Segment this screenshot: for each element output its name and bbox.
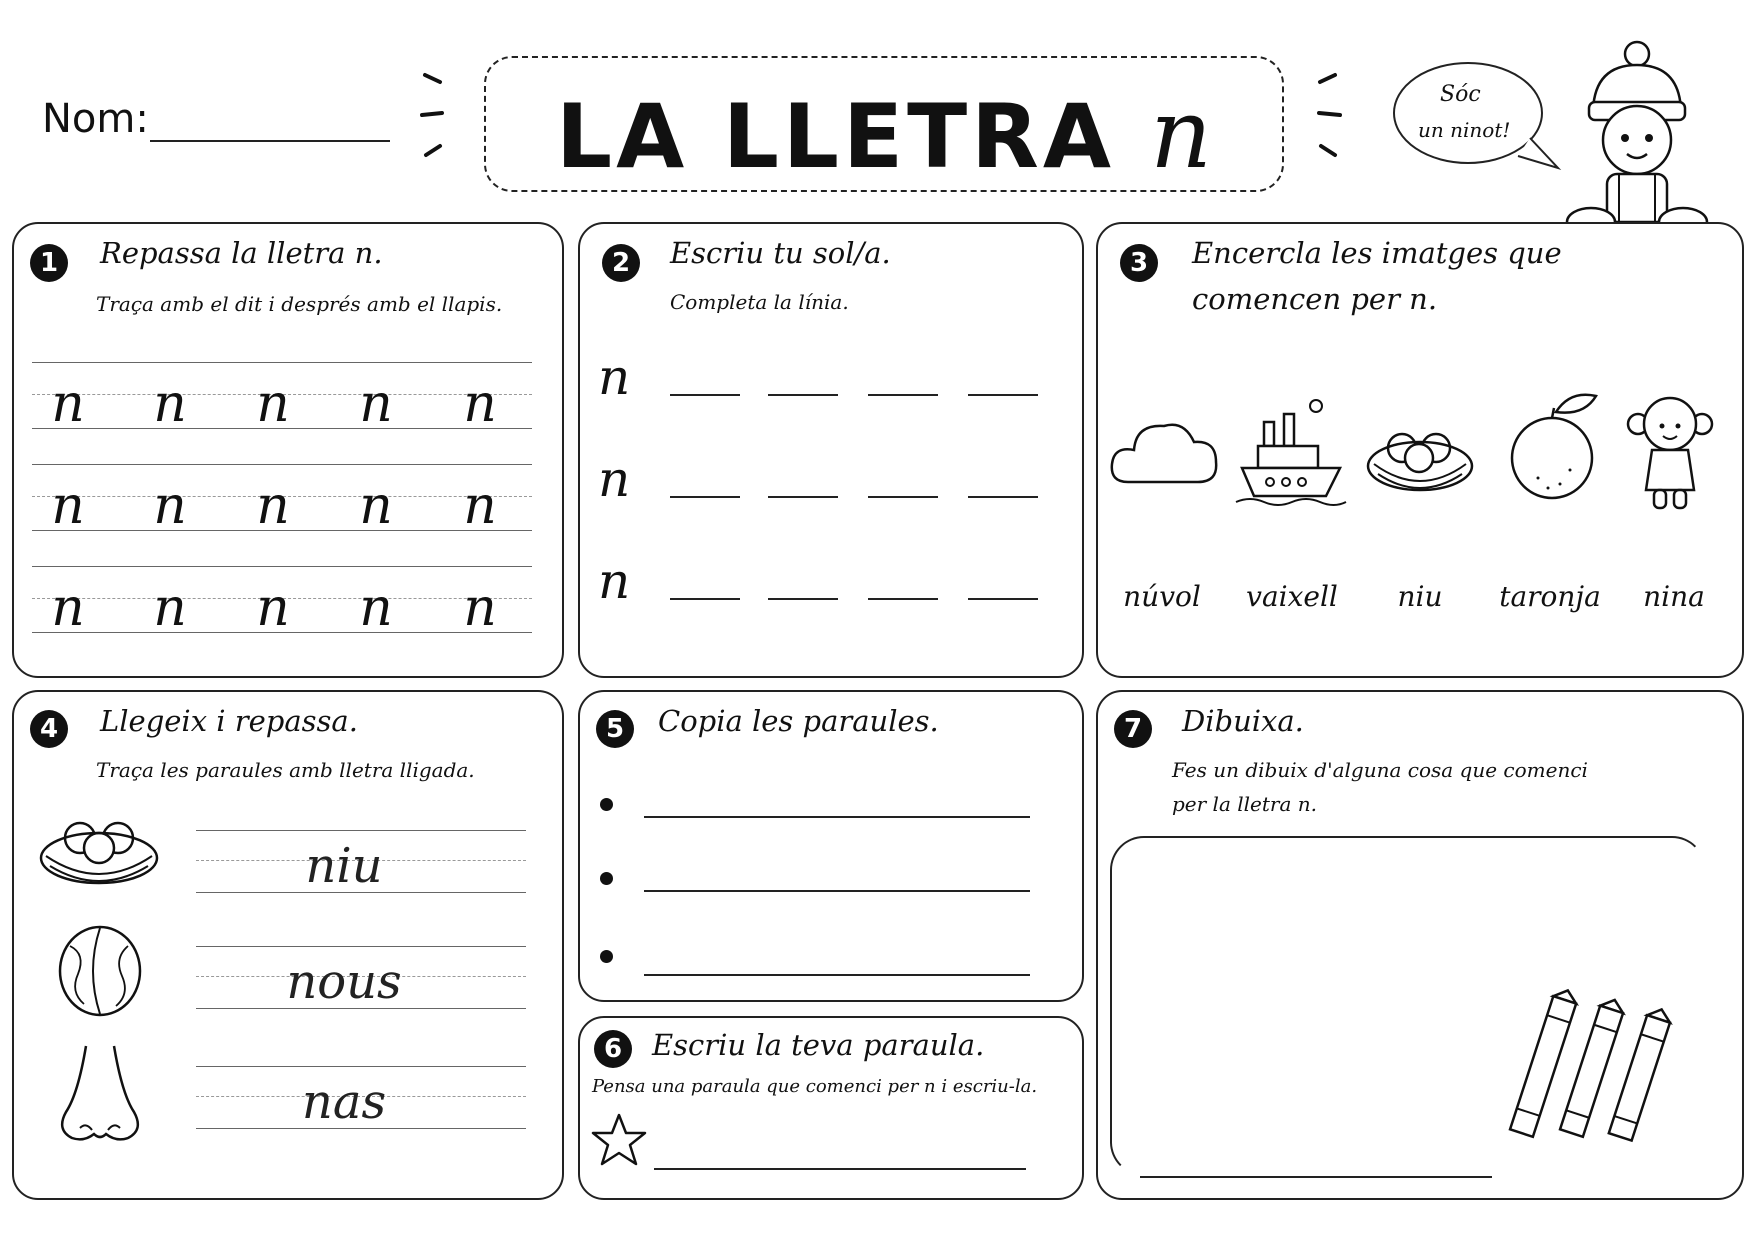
doll-mascot-icon [1555, 40, 1715, 240]
write-blank[interactable] [768, 394, 838, 396]
cloud-icon[interactable] [1108, 410, 1220, 490]
trace-letter[interactable]: n [463, 476, 497, 536]
trace-word[interactable]: nas [301, 1074, 387, 1130]
trace-letter[interactable]: n [153, 374, 187, 434]
trace-letter[interactable]: n [359, 374, 393, 434]
activity-7-subtitle-1: Fes un dibuix d'alguna cosa que comenci [1172, 758, 1588, 782]
ship-icon[interactable] [1236, 396, 1348, 506]
title-box [484, 56, 1284, 192]
guide-line [196, 830, 526, 831]
picture-word-4: taronja [1499, 580, 1601, 613]
activity-2-subtitle: Completa la línia. [670, 290, 849, 314]
nose-icon [54, 1044, 146, 1144]
trace-letter[interactable]: n [463, 374, 497, 434]
sparkle-right-icon [1305, 70, 1345, 160]
model-letter: n [598, 348, 631, 406]
activity-6-number: 6 [594, 1030, 632, 1068]
trace-letter[interactable]: n [153, 476, 187, 536]
write-blank[interactable] [768, 496, 838, 498]
activity-1-subtitle: Traça amb el dit i després amb el llapis. [96, 292, 503, 316]
trace-letter[interactable]: n [463, 578, 497, 638]
trace-letter[interactable]: n [256, 578, 290, 638]
write-blank[interactable] [868, 496, 938, 498]
bullet-3 [600, 950, 613, 963]
own-word-line[interactable] [654, 1168, 1026, 1170]
write-blank[interactable] [670, 394, 740, 396]
write-blank[interactable] [670, 496, 740, 498]
activity-7-title: Dibuixa. [1182, 704, 1304, 738]
drawing-area-bottom [1140, 1176, 1492, 1178]
star-icon [590, 1112, 648, 1168]
bullet-2 [600, 872, 613, 885]
bubble-text-2: un ninot! [1418, 118, 1511, 142]
guide-line [32, 566, 532, 567]
write-blank[interactable] [868, 394, 938, 396]
activity-6-title: Escriu la teva paraula. [652, 1028, 985, 1062]
name-label: Nom: [42, 96, 149, 142]
guide-line [32, 362, 532, 363]
orange-icon[interactable] [1508, 390, 1604, 506]
activity-1-number: 1 [30, 244, 68, 282]
bullet-1 [600, 798, 613, 811]
doll-icon[interactable] [1622, 390, 1718, 516]
trace-word[interactable]: niu [305, 838, 383, 894]
activity-4-subtitle: Traça les paraules amb lletra lligada. [96, 758, 475, 782]
nest-icon[interactable] [1364, 418, 1476, 498]
copy-line-2[interactable] [644, 890, 1030, 892]
model-letter: n [598, 552, 631, 610]
model-letter: n [598, 450, 631, 508]
activity-2-title: Escriu tu sol/a. [670, 236, 891, 270]
activity-3-title-2: comencen per n. [1192, 282, 1438, 316]
guide-line [196, 946, 526, 947]
activity-6-subtitle: Pensa una paraula que comenci per n i escriu-la. [592, 1076, 1038, 1097]
guide-line [32, 464, 532, 465]
sparkle-left-icon [420, 70, 460, 160]
trace-word[interactable]: nous [286, 954, 402, 1010]
write-blank[interactable] [968, 598, 1038, 600]
trace-letter[interactable]: n [51, 374, 85, 434]
activity-4-title: Llegeix i repassa. [100, 704, 358, 738]
activity-4-number: 4 [30, 710, 68, 748]
write-blank[interactable] [768, 598, 838, 600]
activity-5-number: 5 [596, 710, 634, 748]
activity-3-title-1: Encercla les imatges que [1192, 236, 1562, 270]
activity-3-number: 3 [1120, 244, 1158, 282]
copy-line-1[interactable] [644, 816, 1030, 818]
trace-letter[interactable]: n [51, 476, 85, 536]
trace-letter[interactable]: n [51, 578, 85, 638]
trace-letter[interactable]: n [359, 578, 393, 638]
trace-letter[interactable]: n [256, 476, 290, 536]
write-blank[interactable] [670, 598, 740, 600]
picture-word-2: vaixell [1246, 580, 1338, 613]
activity-5-title: Copia les paraules. [658, 704, 939, 738]
nest-icon [36, 808, 162, 892]
copy-line-3[interactable] [644, 974, 1030, 976]
trace-letter[interactable]: n [153, 578, 187, 638]
trace-letter[interactable]: n [256, 374, 290, 434]
bubble-text-1: Sóc [1440, 82, 1481, 107]
page-title-letter: n [1150, 78, 1212, 190]
name-field-line[interactable] [150, 140, 390, 142]
guide-line [196, 1066, 526, 1067]
write-blank[interactable] [968, 496, 1038, 498]
activity-7-subtitle-2: per la lletra n. [1172, 792, 1317, 816]
picture-word-3: niu [1397, 580, 1443, 613]
activity-2-number: 2 [602, 244, 640, 282]
write-blank[interactable] [968, 394, 1038, 396]
write-blank[interactable] [868, 598, 938, 600]
walnut-icon [56, 924, 144, 1018]
picture-word-1: núvol [1123, 580, 1201, 613]
crayons-icon [1500, 986, 1680, 1156]
activity-1-title: Repassa la lletra n. [100, 236, 383, 270]
picture-word-5: nina [1643, 580, 1705, 613]
trace-letter[interactable]: n [359, 476, 393, 536]
activity-7-number: 7 [1114, 710, 1152, 748]
page-title: LA LLETRA [556, 85, 1115, 188]
